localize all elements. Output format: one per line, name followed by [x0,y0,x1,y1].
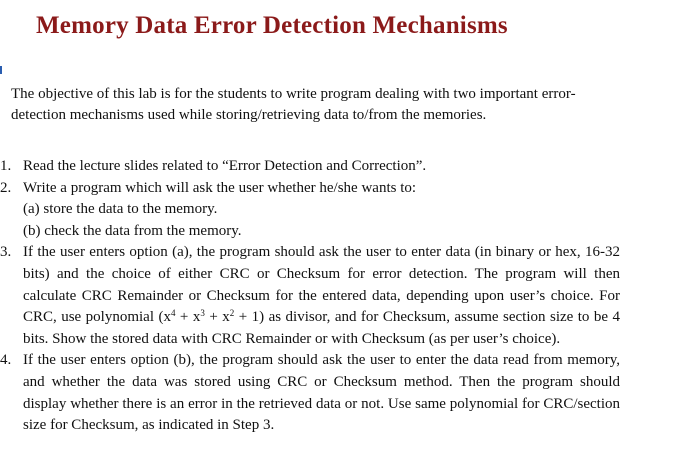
step-text-part: + x [204,309,230,326]
sub-option-b: (b) check the data from the memory. [23,222,242,239]
step-text: If the user enters option (b), the program should ask the user to enter the data read from memory, and whether the data was stored using CRC or Checksum method. Then the program should display whether there is an error in the retrieved data or not. Use same polynomial for CRC/section size for Checksum, as indicated in Step 3. [23,352,620,434]
step-text-part: + x [175,309,201,326]
instruction-list [0,156,620,437]
intro-paragraph: The objective of this lab is for the students to write program dealing with two important error-detection mechanisms used while storing/retrieving data to/from the memories. [11,86,576,123]
list-item-step-2 [0,178,620,243]
exponent: 4 [170,308,176,319]
sub-option-a: (a) store the data to the memory. [23,201,218,218]
step-text: Read the lecture slides related to “Error Detection and Correction”. [23,158,427,174]
step-number: 1. [0,158,12,174]
margin-marker [0,66,2,74]
step-text: Write a program which will ask the user whether he/she wants to: [23,179,417,196]
step-number: 3. [0,244,12,261]
step-text-part: + 1) as divisor, and for Checksum, assume section size to be 4 bits. Show the stored data with CRC Remainder or with Checksum (as per user’s choice). [23,309,621,347]
step-number: 2. [0,179,12,196]
step-text [23,242,620,350]
list-item-step-1 [0,156,620,178]
exponent: 3 [200,308,205,319]
step-number: 4. [0,352,12,369]
list-item-step-3 [0,242,620,350]
page-title: Memory Data Error Detection Mechanisms [36,12,508,39]
step-text-part: If the user enters option (a), the program should ask the user to enter data (in binary or hex, 16-32 bits) and the choice of either CRC or Checksum for error detection. The program will then calculate CRC Remainder or Checksum for the entered data, depending upon user’s choice. For CRC, use polynomial (x [23,244,620,326]
exponent: 2 [229,308,235,319]
list-item-step-4 [0,350,620,436]
